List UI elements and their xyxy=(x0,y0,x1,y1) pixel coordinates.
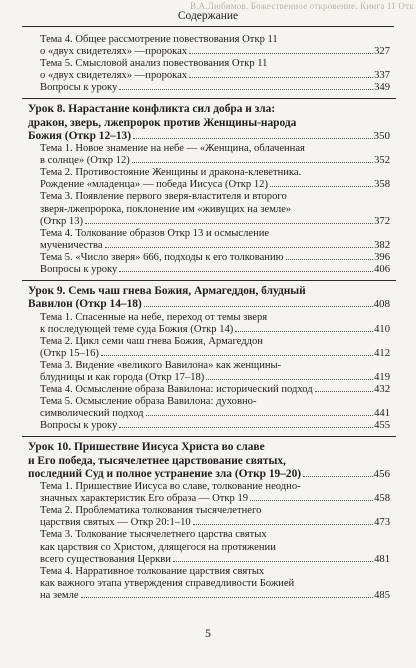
toc-topic-entry[interactable] xyxy=(28,481,390,505)
entry-title-line: мученичества xyxy=(40,239,103,251)
dot-leader xyxy=(189,77,373,78)
entry-title-line: Тема 1. Спасенные на небе, переход от темы зверя xyxy=(40,311,268,323)
dot-leader xyxy=(303,476,372,477)
dot-leader xyxy=(206,379,373,380)
section-divider xyxy=(22,98,396,99)
toc-topic-entry[interactable] xyxy=(28,143,390,167)
toc-topic-entry[interactable] xyxy=(28,336,390,360)
page-ref: 441 xyxy=(374,408,390,420)
dot-leader xyxy=(146,415,374,416)
page-ref: 412 xyxy=(374,347,390,359)
toc-topic-entry[interactable] xyxy=(28,58,390,82)
dot-leader xyxy=(81,597,374,598)
toc-topic-entry[interactable] xyxy=(28,384,390,396)
toc-topic-entry[interactable] xyxy=(28,264,390,276)
entry-title-line: Вопросы к уроку xyxy=(40,264,118,276)
entry-title-line: Тема 3. Видение «великого Вавилона» как женщины- xyxy=(40,359,282,371)
entry-title-line: как царствия со Христом, длящегося на протяжении xyxy=(40,541,276,553)
entry-title-line: последний Суд и полное устранение зла (Откр 19–20) xyxy=(28,467,302,480)
entry-title-line: Тема 2. Проблематика толкования тысячелетнего xyxy=(40,505,262,517)
entry-title-line: символический подход xyxy=(40,408,144,420)
dot-leader xyxy=(193,524,373,525)
page-ref: 337 xyxy=(374,70,390,82)
page-ref: 396 xyxy=(374,251,390,263)
page-ref: 419 xyxy=(374,371,390,383)
page-ref: 350 xyxy=(373,129,390,142)
page-ref: 408 xyxy=(373,298,390,311)
entry-title-line: о «двух свидетелях» —пророках xyxy=(40,46,188,58)
table-of-contents xyxy=(28,34,390,602)
page-ref: 481 xyxy=(374,553,390,565)
entry-title-line: значных характеристик Его образа — Откр 19 xyxy=(40,493,249,505)
entry-title-line: Урок 9. Семь чаш гнева Божия, Армагеддон, блудный xyxy=(28,285,306,298)
toc-topic-entry[interactable] xyxy=(28,82,390,94)
entry-title-line: зверя-лжепророка, поклонение им «живущих на земле» xyxy=(40,203,292,215)
page-ref: 455 xyxy=(374,420,390,432)
entry-title-line: царствия святых — Откр 20:1–10 xyxy=(40,517,191,529)
page-ref: 432 xyxy=(374,384,390,396)
entry-title-line: дракон, зверь, лжепророк против Женщины-народа xyxy=(28,116,297,129)
entry-title-line: к последующей теме суда Божия (Откр 14) xyxy=(40,323,234,335)
entry-title-line: всего существования Церкви xyxy=(40,553,171,565)
dot-leader xyxy=(119,427,373,428)
toc-topic-entry[interactable] xyxy=(28,34,390,58)
header-rule xyxy=(22,26,394,27)
bleed-text: В.А.Любимов. Божественное откровение. Книга 11 Отк xyxy=(190,1,414,11)
dot-leader xyxy=(189,53,373,54)
entry-title-line: Урок 10. Пришествие Иисуса Христа во славе xyxy=(28,441,265,454)
dot-leader xyxy=(105,247,374,248)
page-ref: 458 xyxy=(374,493,390,505)
entry-title-line: Тема 4. Толкование образов Откр 13 и осмысление xyxy=(40,227,270,239)
page-ref: 473 xyxy=(374,517,390,529)
toc-topic-entry[interactable] xyxy=(28,252,390,264)
toc-topic-entry[interactable] xyxy=(28,505,390,529)
dot-leader xyxy=(132,162,373,163)
toc-topic-entry[interactable] xyxy=(28,360,390,384)
entry-title-line: Тема 5. Смысловой анализ повествования Откр 11 xyxy=(40,58,268,70)
entry-title-line: Рождение «младенца» — победа Иисуса (Откр 12) xyxy=(40,179,268,191)
toc-lesson-entry[interactable] xyxy=(28,441,390,481)
entry-title-line: (Откр 15–16) xyxy=(40,347,99,359)
toc-topic-entry[interactable] xyxy=(28,396,390,420)
toc-topic-entry[interactable] xyxy=(28,566,390,602)
toc-topic-entry[interactable] xyxy=(28,312,390,336)
page-ref: 485 xyxy=(374,589,390,601)
entry-title-line: (Откр 13) xyxy=(40,215,84,227)
toc-lesson-entry[interactable] xyxy=(28,103,390,143)
entry-title-line: Тема 1. Пришествие Иисуса во славе, толкование неодно- xyxy=(40,481,301,493)
page-ref: 358 xyxy=(374,179,390,191)
toc-topic-entry[interactable] xyxy=(28,529,390,565)
page-ref: 349 xyxy=(374,82,390,94)
entry-title-line: Тема 4. Осмысление образа Вавилона: исторический подход xyxy=(40,384,313,396)
dot-leader xyxy=(119,271,373,272)
toc-topic-entry[interactable] xyxy=(28,191,390,227)
dot-leader xyxy=(133,138,372,139)
toc-topic-entry[interactable] xyxy=(28,420,390,432)
entry-title-line: Тема 1. Новое знамение на небе — «Женщина, облаченная xyxy=(40,143,305,155)
entry-title-line: Вавилон (Откр 14–18) xyxy=(28,298,142,311)
entry-title-line: и Его победа, тысячелетнее царствование святых, xyxy=(28,454,286,467)
entry-title-line: блудницы и как города (Откр 17–18) xyxy=(40,371,205,383)
section-divider xyxy=(22,280,396,281)
entry-title-line: Тема 4. Нарративное толкование царствия святых xyxy=(40,565,265,577)
entry-title-line: Тема 2. Противостояние Женщины и дракона-клеветника. xyxy=(40,167,302,179)
dot-leader xyxy=(286,259,374,260)
entry-title-line: как важного этапа утверждения справедливости Божией xyxy=(40,577,295,589)
page-ref: 456 xyxy=(373,467,390,480)
dot-leader xyxy=(173,561,373,562)
entry-title-line: Урок 8. Нарастание конфликта сил добра и зла: xyxy=(28,103,276,116)
page-header: Содержание xyxy=(177,10,239,22)
entry-title-line: на земле xyxy=(40,589,79,601)
page-ref: 352 xyxy=(374,155,390,167)
entry-title-line: в солнце» (Откр 12) xyxy=(40,155,130,167)
entry-title-line: Вопросы к уроку xyxy=(40,82,118,94)
section-divider xyxy=(22,436,396,437)
dot-leader xyxy=(85,223,373,224)
dot-leader xyxy=(119,89,373,90)
dot-leader xyxy=(235,331,373,332)
entry-title-line: Божия (Откр 12–13) xyxy=(28,129,132,142)
dot-leader xyxy=(101,355,373,356)
entry-title-line: о «двух свидетелях» —пророках xyxy=(40,70,188,82)
entry-title-line: Тема 4. Общее рассмотрение повествования Откр 11 xyxy=(40,34,278,45)
entry-title-line: Тема 3. Появление первого зверя-властителя и второго xyxy=(40,191,287,203)
entry-title-line: Тема 2. Цикл семи чаш гнева Божия, Армагеддон xyxy=(40,335,263,347)
page-ref: 372 xyxy=(374,215,390,227)
entry-title-line: Тема 5. Осмысление образа Вавилона: духовно- xyxy=(40,396,257,408)
toc-topic-entry[interactable] xyxy=(28,167,390,191)
dot-leader xyxy=(315,391,373,392)
entry-title-line: Тема 5. «Число зверя» 666, подходы к его толкованию xyxy=(40,251,284,263)
toc-topic-entry[interactable] xyxy=(28,228,390,252)
entry-title-line: Тема 3. Толкование тысячелетнего царства святых xyxy=(40,529,267,541)
page-ref: 327 xyxy=(374,46,390,58)
dot-leader xyxy=(144,306,373,307)
entry-title-line: Вопросы к уроку xyxy=(40,420,118,432)
page-number: 5 xyxy=(205,626,211,640)
dot-leader xyxy=(270,186,373,187)
page-ref: 410 xyxy=(374,323,390,335)
page-ref: 406 xyxy=(374,264,390,276)
page-ref: 382 xyxy=(374,239,390,251)
toc-lesson-entry[interactable] xyxy=(28,285,390,311)
dot-leader xyxy=(250,500,373,501)
